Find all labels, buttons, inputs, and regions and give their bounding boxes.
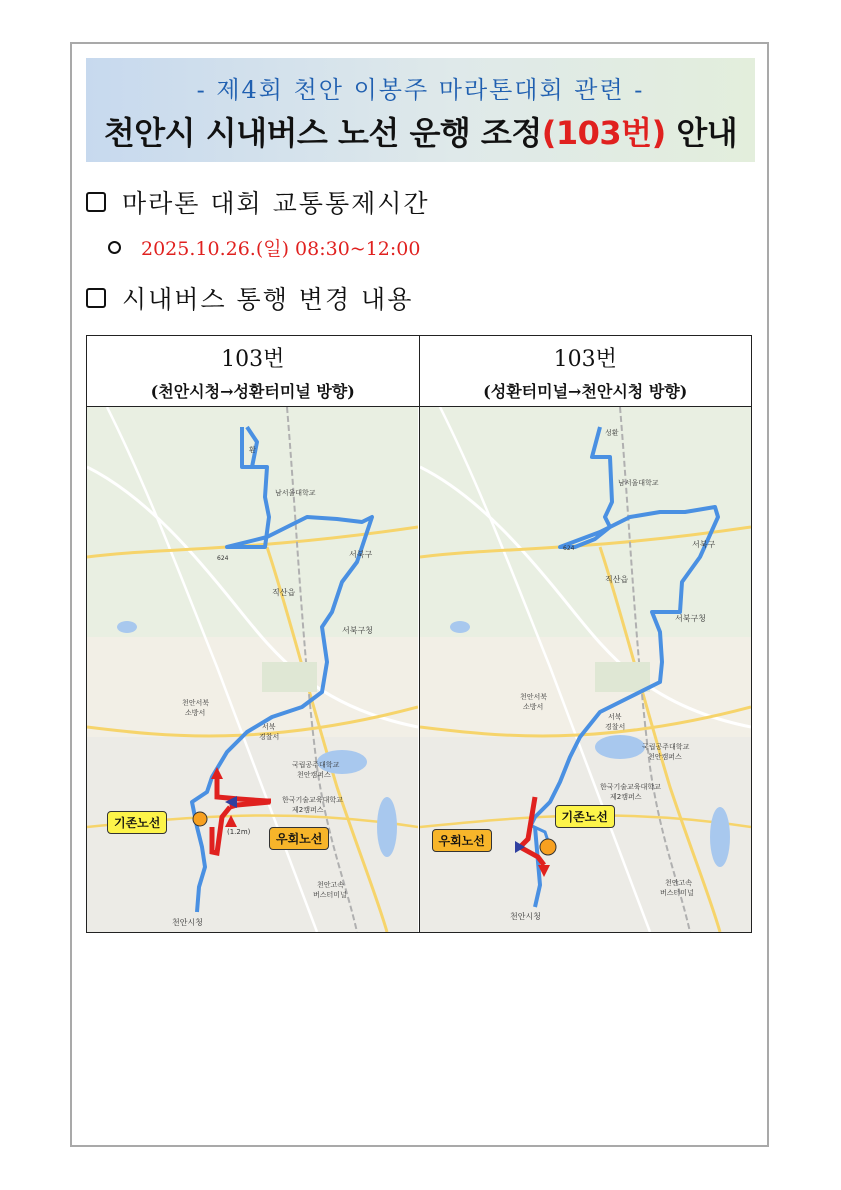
- section-heading: 마라톤 대회 교통통제시간: [122, 189, 430, 218]
- map-label-road: 624: [562, 545, 574, 552]
- map-label-fire2: 소방서: [522, 703, 543, 711]
- map-label-fire: 천안서북: [182, 699, 210, 707]
- map-graphic: [420, 407, 751, 932]
- map-label-univ1: 국립공주대학교: [641, 743, 689, 751]
- map-label-office: 서북구청: [674, 614, 706, 623]
- map-label-district: 서북구: [349, 550, 373, 559]
- map-label-police2: 경찰서: [604, 723, 625, 731]
- control-time-item: [108, 234, 420, 261]
- map-label-office: 서북구청: [342, 626, 373, 635]
- map-label-univ2: 한국기술교육대학교: [282, 796, 343, 804]
- bullet-circle-icon: [108, 241, 121, 254]
- event-subtitle: - 제4회 천안 이봉주 마라톤대회 관련 -: [196, 76, 645, 104]
- section-heading: 시내버스 통행 변경 내용: [122, 285, 414, 314]
- map-label-district: 서북구: [691, 540, 715, 549]
- map-label-fire2: 소방서: [185, 709, 206, 717]
- title-suffix: 안내: [665, 114, 738, 152]
- map-graphic: [87, 407, 418, 932]
- map-label-town: 직산읍: [604, 575, 628, 584]
- route-direction: (성환터미널→천안시청 방향): [483, 382, 688, 401]
- map-label-terminal: 천안고속: [664, 879, 692, 887]
- checkbox-icon: [86, 288, 106, 308]
- callout-existing-route: 기존노선: [555, 805, 615, 828]
- route-header-right: [419, 336, 752, 407]
- map-label-start: 성환: [604, 429, 619, 437]
- map-label-terminal2: 버스터미널: [659, 889, 694, 897]
- map-label-cityhall: 천안시청: [172, 918, 203, 927]
- callout-existing-route: 기존노선: [107, 811, 167, 834]
- map-cell-right: [419, 407, 752, 933]
- route-map-left: [87, 407, 419, 932]
- map-label-road: 624: [217, 555, 229, 562]
- map-label-univ2: 한국기술교육대학교: [599, 783, 661, 791]
- map-label-cityhall: 천안시청: [509, 912, 541, 921]
- route-number: 103번: [553, 347, 617, 372]
- map-label-univ2b: 제2캠퍼스: [609, 793, 642, 801]
- page-title: [86, 108, 755, 154]
- title-route-number: (103번): [541, 114, 666, 152]
- section-change: [86, 280, 413, 316]
- checkbox-icon: [86, 192, 106, 212]
- route-map-right: [420, 407, 752, 932]
- route-direction: (천안시청→성환터미널 방향): [150, 382, 355, 401]
- map-label-fire: 천안서북: [519, 693, 547, 701]
- section-control-time: [86, 184, 430, 220]
- route-number: 103번: [221, 347, 285, 372]
- title-prefix: 천안시 시내버스 노선 운행 조정: [103, 114, 542, 152]
- map-label-start: 환: [249, 446, 256, 454]
- map-label-univ2b: 제2캠퍼스: [292, 806, 324, 814]
- title-banner: [86, 58, 755, 162]
- map-label-terminal2: 버스터미널: [313, 891, 347, 899]
- map-cell-left: [87, 407, 420, 933]
- callout-detour-route: 우회노선: [432, 829, 492, 852]
- map-label-school: 남서울대학교: [617, 479, 659, 487]
- map-label-police: 서북: [607, 713, 622, 721]
- map-label-police: 서북: [262, 723, 276, 731]
- map-label-terminal: 천안고속: [317, 881, 345, 889]
- map-label-police2: 경찰서: [259, 733, 280, 741]
- map-label-univ1: 국립공주대학교: [292, 761, 340, 769]
- control-time-value: 2025.10.26.(일) 08:30~12:00: [141, 238, 421, 260]
- route-header-left: [87, 336, 420, 407]
- map-label-univ1b: 천안캠퍼스: [647, 753, 682, 761]
- callout-detour-route: 우회노선: [269, 827, 329, 850]
- route-table: [86, 335, 752, 933]
- map-label-town: 직산읍: [272, 588, 296, 597]
- map-label-univ1b: 천안캠퍼스: [297, 771, 331, 779]
- map-label-distance: (1.2m): [227, 828, 251, 836]
- map-label-school: 남서울대학교: [275, 489, 316, 497]
